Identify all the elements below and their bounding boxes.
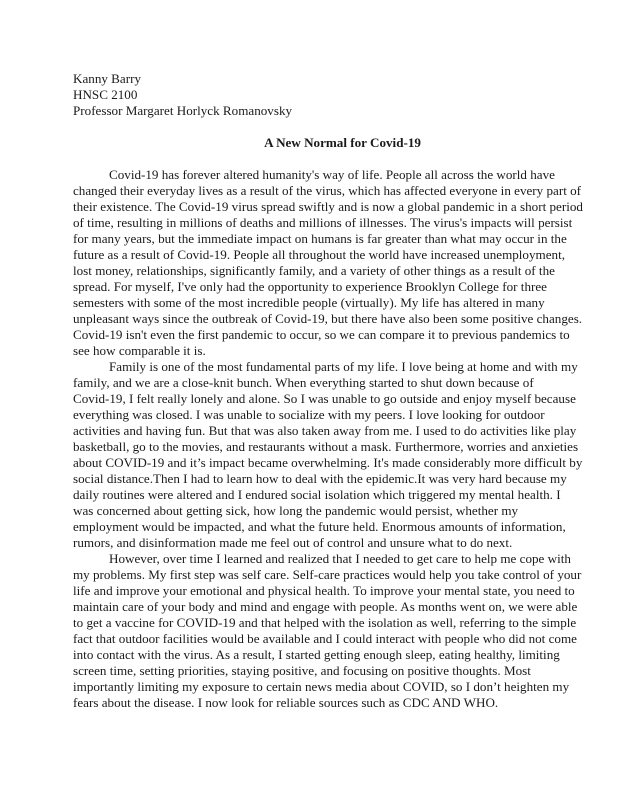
- text-line: everything was closed. I was unable to socialize with my peers. I love looking for outdoor: [73, 407, 545, 422]
- text-line: changed their everyday lives as a result of the virus, which has affected everyone in every part of: [73, 183, 582, 198]
- text-line: lost money, relationships, significantly family, and a variety of other things as a result of the: [73, 263, 555, 278]
- text-line: daily routines were altered and I endured social isolation which triggered my mental health. I: [73, 487, 561, 502]
- essay-body: [73, 167, 583, 711]
- text-line: was concerned about getting sick, how long the pandemic would persist, whether my: [73, 503, 519, 518]
- text-line: about COVID-19 and it’s impact became overwhelming. It's made considerably more difficult by: [73, 455, 583, 470]
- text-line: rumors, and disinformation made me feel out of control and unsure what to do next.: [73, 535, 513, 550]
- text-line: employment would be impacted, and what the future held. Enormous amounts of information,: [73, 519, 566, 534]
- course-code: HNSC 2100: [73, 87, 138, 102]
- text-line: of time, resulting in millions of deaths and millions of illnesses. The virus's impacts will persist: [73, 215, 573, 230]
- text-line: life and improve your emotional and physical health. To improve your mental state, you need to: [73, 583, 575, 598]
- header-block: [73, 71, 292, 119]
- text-line: semesters with some of the most incredible people (virtually). My life has altered in many: [73, 295, 545, 310]
- paragraph: [73, 359, 583, 551]
- text-line: Family is one of the most fundamental parts of my life. I love being at home and with my: [109, 359, 578, 374]
- text-line: maintain care of your body and mind and engage with people. As months went on, we were able: [73, 599, 578, 614]
- text-line: family, and we are a close-knit bunch. When everything started to shut down because of: [73, 375, 534, 390]
- text-line: screen time, setting priorities, staying positive, and focusing on positive thoughts. Most: [73, 663, 531, 678]
- text-line: Covid-19 isn't even the first pandemic to occur, so we can compare it to previous pandemics to: [73, 327, 570, 342]
- text-line: future as a result of Covid-19. People all throughout the world have increased unemployment,: [73, 247, 565, 262]
- author-name: Kanny Barry: [73, 71, 141, 86]
- text-line: to get a vaccine for COVID-19 and that helped with the isolation as well, referring to the simple: [73, 615, 577, 630]
- essay-title: A New Normal for Covid-19: [264, 135, 421, 150]
- text-line: see how comparable it is.: [73, 343, 206, 358]
- text-line: basketball, go to the movies, and restaurants without a mask. Furthermore, worries and anxieties: [73, 439, 579, 454]
- text-line: fears about the disease. I now look for reliable sources such as CDC AND WHO.: [73, 695, 499, 710]
- text-line: activities and having fun. But that was also taken away from me. I used to do activities like play: [73, 423, 577, 438]
- text-line: into contact with the virus. As a result, I started getting enough sleep, eating healthy, limiting: [73, 647, 560, 662]
- text-line: spread. For myself, I've only had the opportunity to experience Brooklyn College for three: [73, 279, 547, 294]
- text-line: importantly limiting my exposure to certain news media about COVID, so I don’t heighten my: [73, 679, 570, 694]
- text-line: Covid-19 has forever altered humanity's way of life. People all across the world have: [109, 167, 555, 182]
- text-line: Covid-19, I felt really lonely and alone. So I was unable to go outside and enjoy myself because: [73, 391, 576, 406]
- text-line: my problems. My first step was self care. Self-care practices would help you take control of your: [73, 567, 582, 582]
- professor-name: Professor Margaret Horlyck Romanovsky: [73, 103, 293, 118]
- text-line: unpleasant ways since the outbreak of Covid-19, but there have also been some positive changes.: [73, 311, 583, 326]
- text-line: social distance.Then I had to learn how to deal with the epidemic.It was very hard because my: [73, 471, 567, 486]
- paragraph: [73, 167, 583, 359]
- text-line: fact that outdoor facilities would be available and I could interact with people who did not come: [73, 631, 577, 646]
- text-line: However, over time I learned and realized that I needed to get care to help me cope with: [109, 551, 571, 566]
- paragraph: [73, 551, 582, 711]
- text-line: for many years, but the immediate impact on humans is far greater than what may occur in the: [73, 231, 567, 246]
- text-line: their existence. The Covid-19 virus spread swiftly and is now a global pandemic in a short period: [73, 199, 583, 214]
